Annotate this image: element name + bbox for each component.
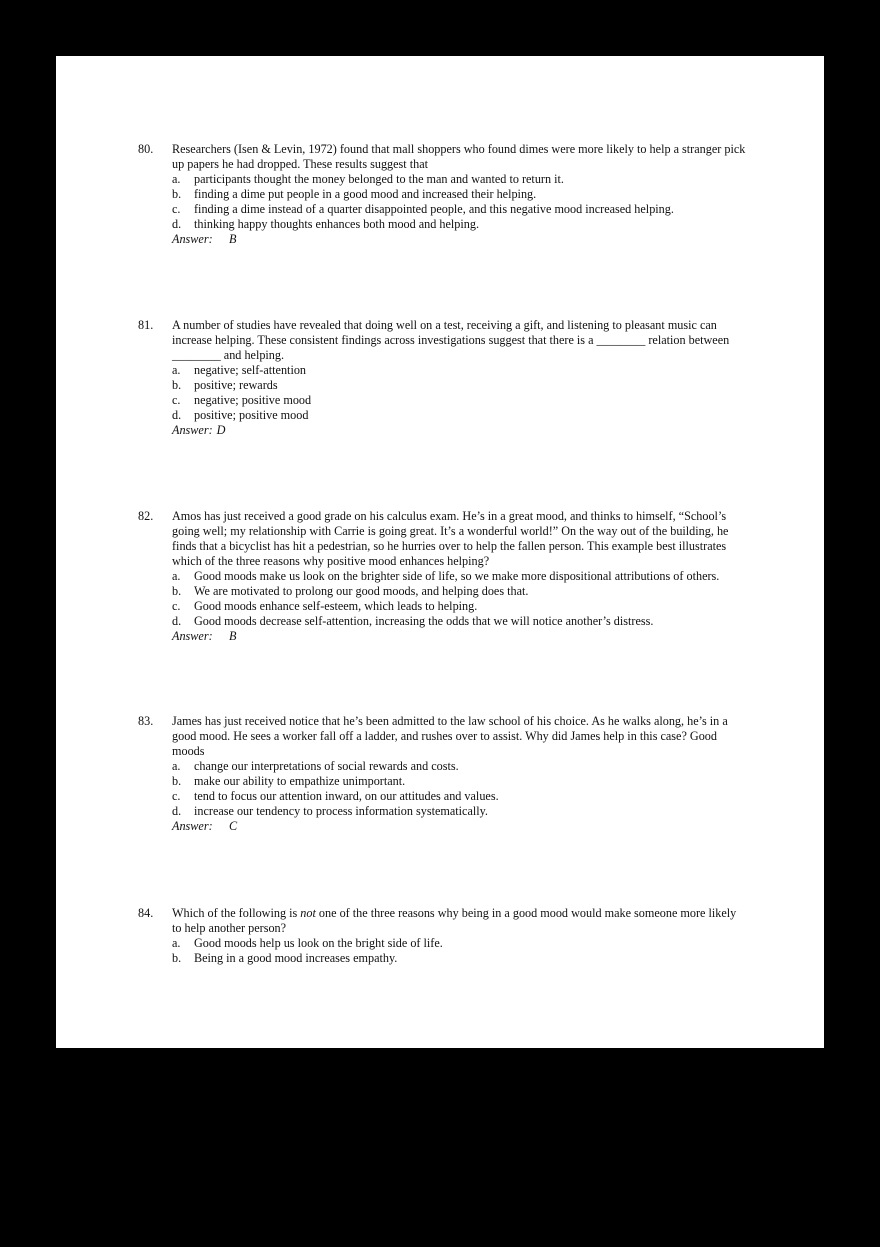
option-c — [172, 393, 748, 408]
option-letter: c. — [172, 202, 181, 216]
option-text: Good moods make us look on the brighter side of life, so we make more dispositional attributions of others. — [194, 569, 720, 583]
option-text: tend to focus our attention inward, on our attitudes and values. — [194, 789, 499, 803]
question-number: 80. — [138, 142, 154, 156]
option-c — [172, 789, 748, 804]
question-number: 81. — [138, 318, 154, 332]
option-text: finding a dime instead of a quarter disappointed people, and this negative mood increased helping. — [194, 202, 674, 216]
option-c — [172, 202, 748, 217]
question-80 — [138, 142, 748, 247]
option-letter: b. — [172, 378, 182, 392]
question-number: 82. — [138, 509, 154, 523]
question-stem — [172, 906, 748, 936]
option-letter: a. — [172, 363, 181, 377]
option-text: Being in a good mood increases empathy. — [194, 951, 398, 965]
question-stem: Amos has just received a good grade on his calculus exam. He’s in a great mood, and thinks to himself, “School’s going well; my relationship with Carrie is going great. It’s a wonderful world!” On the way out of the building, he finds that a bicyclist has hit a pedestrian, so he hurries over to help the fallen person. This example best illustrates which of the three reasons why positive mood enhances helping? — [172, 509, 729, 568]
answer-value: B — [229, 629, 237, 643]
option-d — [172, 804, 748, 819]
option-text: make our ability to empathize unimportant. — [194, 774, 406, 788]
option-letter: b. — [172, 584, 182, 598]
option-text: negative; positive mood — [194, 393, 312, 407]
option-text: participants thought the money belonged to the man and wanted to return it. — [194, 172, 564, 186]
document-page — [56, 56, 824, 1048]
option-text: Good moods enhance self-esteem, which leads to helping. — [194, 599, 478, 613]
option-c — [172, 599, 748, 614]
option-letter: c. — [172, 789, 181, 803]
question-stem: James has just received notice that he’s been admitted to the law school of his choice. As he walks along, he’s in a good mood. He sees a worker fall off a ladder, and rushes over to assist. Why did James help in this case? Good moods — [172, 714, 728, 758]
option-b — [172, 584, 748, 599]
answer-value: D — [216, 423, 226, 437]
option-letter: d. — [172, 408, 182, 422]
answer-line — [172, 629, 748, 644]
option-d — [172, 408, 748, 423]
option-letter: a. — [172, 759, 181, 773]
option-a — [172, 936, 748, 951]
option-b — [172, 187, 748, 202]
answer-label: Answer: — [172, 629, 213, 643]
option-a — [172, 172, 748, 187]
option-list — [172, 759, 748, 819]
option-letter: d. — [172, 217, 182, 231]
option-letter: b. — [172, 951, 182, 965]
question-stem: A number of studies have revealed that doing well on a test, receiving a gift, and listening to pleasant music can increase helping. These consistent findings across investigations suggest that there is a ________ relation between ________ and helping. — [172, 318, 730, 362]
question-stem: Researchers (Isen & Levin, 1972) found that mall shoppers who found dimes were more likely to help a stranger pick up papers he had dropped. These results suggest that — [172, 142, 746, 171]
option-letter: b. — [172, 774, 182, 788]
question-81 — [138, 318, 748, 438]
option-letter: d. — [172, 804, 182, 818]
answer-label: Answer: — [172, 232, 213, 246]
option-a — [172, 569, 748, 584]
option-letter: c. — [172, 599, 181, 613]
option-text: thinking happy thoughts enhances both mood and helping. — [194, 217, 480, 231]
stem-text-before: Which of the following is — [172, 906, 301, 920]
option-letter: a. — [172, 569, 181, 583]
answer-line — [172, 819, 748, 834]
stem-emphasis: not — [300, 906, 316, 920]
option-b — [172, 774, 748, 789]
option-list — [172, 172, 748, 232]
question-83 — [138, 714, 748, 834]
question-number: 83. — [138, 714, 154, 728]
question-82 — [138, 509, 748, 644]
answer-label: Answer: — [172, 819, 213, 833]
option-a — [172, 363, 748, 378]
option-d — [172, 217, 748, 232]
option-text: positive; positive mood — [194, 408, 309, 422]
answer-value: B — [229, 232, 237, 246]
option-text: Good moods help us look on the bright side of life. — [194, 936, 443, 950]
option-letter: a. — [172, 936, 181, 950]
stem-text-after: one of the three reasons why being in a good mood would make someone more likely to help another person? — [172, 906, 737, 935]
option-text: Good moods decrease self-attention, increasing the odds that we will notice another’s distress. — [194, 614, 654, 628]
option-text: We are motivated to prolong our good moods, and helping does that. — [194, 584, 529, 598]
option-text: change our interpretations of social rewards and costs. — [194, 759, 459, 773]
option-a — [172, 759, 748, 774]
option-list — [172, 569, 748, 629]
option-text: increase our tendency to process information systematically. — [194, 804, 488, 818]
question-84 — [138, 906, 748, 966]
answer-line — [172, 232, 748, 247]
answer-label: Answer: — [172, 423, 213, 437]
option-text: negative; self-attention — [194, 363, 307, 377]
option-text: positive; rewards — [194, 378, 278, 392]
option-letter: a. — [172, 172, 181, 186]
question-number: 84. — [138, 906, 154, 920]
option-letter: c. — [172, 393, 181, 407]
option-list — [172, 936, 748, 966]
option-letter: d. — [172, 614, 182, 628]
option-text: finding a dime put people in a good mood and increased their helping. — [194, 187, 537, 201]
answer-value: C — [229, 819, 238, 833]
answer-line — [172, 423, 748, 438]
option-letter: b. — [172, 187, 182, 201]
option-b — [172, 951, 748, 966]
option-b — [172, 378, 748, 393]
option-list — [172, 363, 748, 423]
option-d — [172, 614, 748, 629]
